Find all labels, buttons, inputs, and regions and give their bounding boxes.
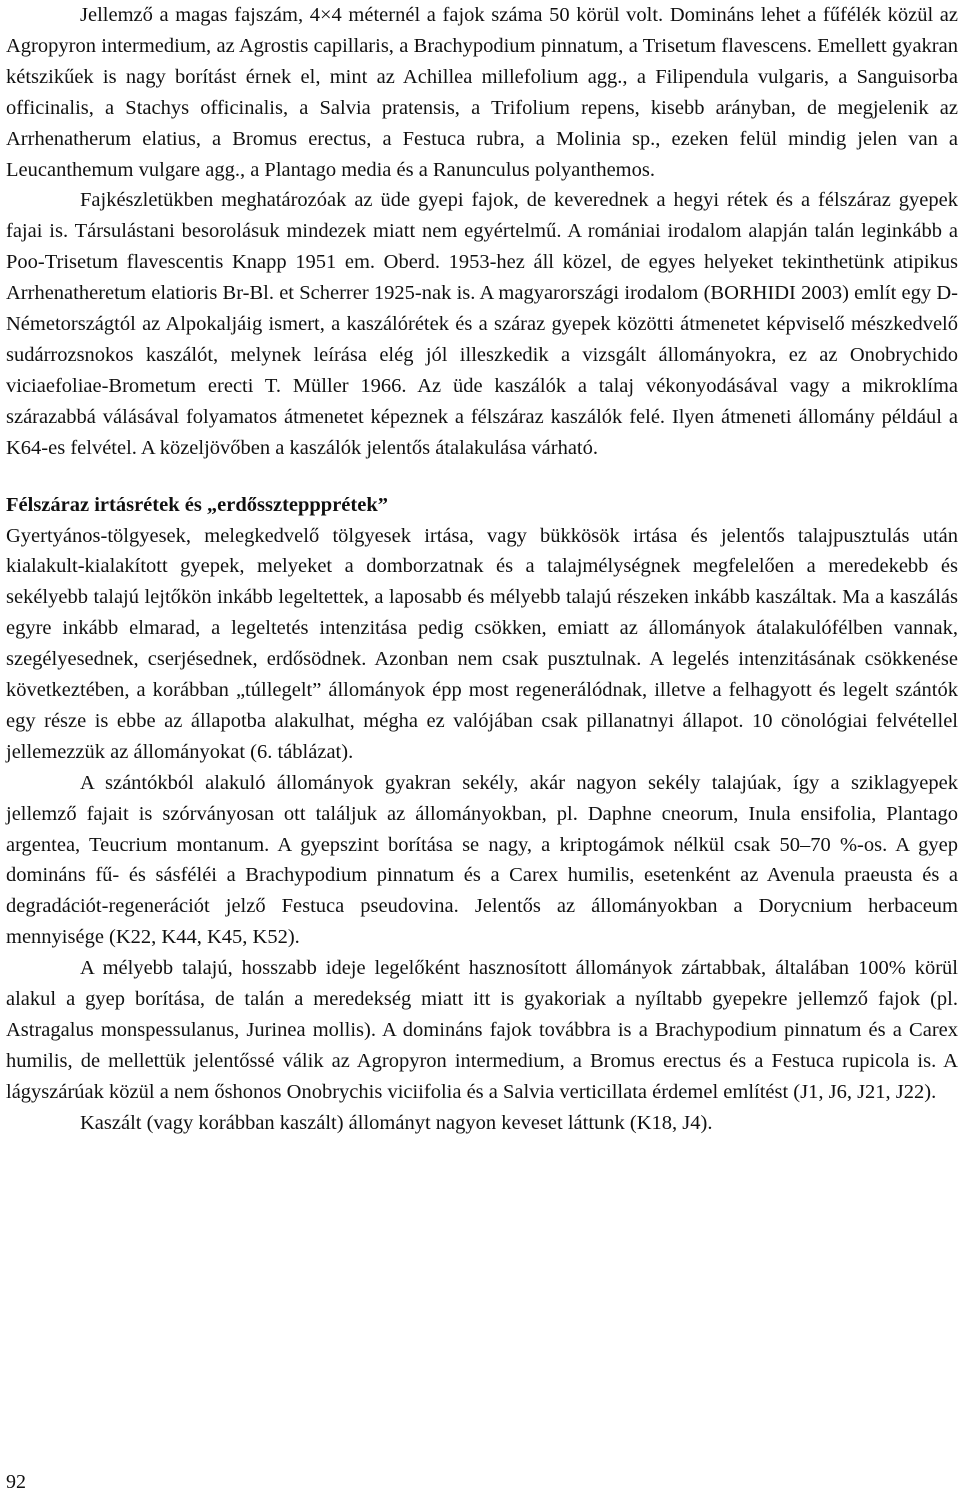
paragraph-arable-derived-stands: A szántókból alakuló állományok gyakran sekély, akár nagyon sekély talajúak, így a sziklagyepek jellemző fajait is szórványosan ott találjuk az állományokban, pl. Daphne cneorum, Inula ensifolia, Plantago argentea, Teucrium montanum. A gyepszint borítása se nagy, a kriptogámok nélkül csak 50–70 %-os. A gyep domináns fű- és sásféléi a Brachypodium pinnatum és a Carex humilis, esetenként az Avenula praeusta és a degradációt-regenerációt jelző Festuca pseudovina. Jelentős az állományokban a Dorycnium herbaceum mennyisége (K22, K44, K45, K52). bbox=[6, 771, 958, 949]
paragraph-mown-stands: Kaszált (vagy korábban kaszált) állományt nagyon keveset láttunk (K18, J4). bbox=[80, 1111, 713, 1134]
paragraph-meadow-species: Jellemző a magas fajszám, 4×4 méternél a fajok száma 50 körül volt. Domináns lehet a fűfélék közül az Agropyron intermedium, az Agrostis capillaris, a Brachypodium pinnatum, a Trisetum flavescens. Emellett gyakran kétszikűek is nagy borítást érnek el, mint az Achillea millefolium agg., a Filipendula vulgaris, a Sanguisorba officinalis, a Stachys officinalis, a Salvia pratensis, a Trifolium repens, kisebb arányban, de megjelenik az Arrhenatherum elatius, a Bromus erectus, a Festuca rubra, a Molinia sp., ezeken felül mindig jelen van a Leucanthemum vulgare agg., a Plantago media és a Ranunculus polyanthemos. bbox=[6, 4, 958, 181]
paragraph-meadow-classification: Fajkészletükben meghatározóak az üde gyepi fajok, de keverednek a hegyi rétek és a félszáraz gyepek fajai is. Társulástani besorolásuk mindezek miatt nem egyértelmű. A romániai irodalom alapján talán leginkább a Poo-Trisetum flavescentis Knapp 1951 em. Oberd. 1953-hez áll közel, de egyes helyeket tekinthetünk atipikus Arrhenatheretum elatioris Br-Bl. et Scherrer 1925-nak is. A magyarországi irodalom (BORHIDI 2003) említ egy D-Németországtól az Alpokaljáig ismert, a kaszálórétek és a száraz gyepek közötti átmenetet képviselő mészkedvelő sudárrozsnokos kaszálót, melynek leírása elég jól illeszkedik a vizsgált állományokra, ez az Onobrychido viciaefoliae-Brometum erecti T. Müller 1966. Az üde kaszálók a talaj vékonyodásával vagy a mikroklíma szárazabbá válásával folyamatos átmenetet képeznek a félszáraz kaszálók felé. Ilyen átmeneti állomány például a K64-es felvétel. A közeljövőben a kaszálók jelentős átalakulása várható. bbox=[6, 189, 958, 459]
page-number: 92 bbox=[6, 1471, 26, 1493]
section-heading: Félszáraz irtásrétek és „erdősszteppprétek” bbox=[6, 493, 388, 516]
paragraph-deep-soil-pastures: A mélyebb talajú, hosszabb ideje legelőként hasznosított állományok zártabbak, általában 100% körül alakul a gyep borítása, de talán a meredekség miatt itt is gyakoriak a nyíltabb gyepekre jellemző fajok (pl. Astragalus monspessulanus, Jurinea mollis). A domináns fajok továbbra is a Brachypodium pinnatum és a Carex humilis, de mellettük jelentőssé válik az Agropyron intermedium, a Bromus erectus és a Festuca rupicola is. A lágyszárúak közül a nem őshonos Onobrychis viciifolia és a Salvia verticillata érdemel említést (J1, J6, J21, J22). bbox=[6, 957, 958, 1103]
document-page bbox=[6, 0, 958, 1139]
paragraph-dry-meadows-intro: Gyertyános-tölgyesek, melegkedvelő tölgyesek irtása, vagy bükkösök irtása és jelentős talajpusztulás után kialakult-kialakított gyepek, melyeket a domborzatnak és a talajmélységnek megfelelően a meredekebb és sekélyebb talajú lejtőkön inkább legeltettek, a laposabb és mélyebb talajú részeken inkább kaszáltak. Ma a kaszálás egyre inkább elmarad, a legeltetés intenzitása pedig csökken, emiatt az állományok átalakulófélben vannak, szegélyesednek, cserjésednek, erdősödnek. Azonban nem csak pusztulnak. A legelés intenzitásának csökkenése következtében, a korábban „túllegelt” állományok épp most regenerálódnak, illetve a felhagyott és legelt szántók egy része is ebbe az állapotba alakulhat, mégha ez valójában csak pillanatnyi állapot. 10 cönológiai felvétellel jellemezzük az állományokat (6. táblázat). bbox=[6, 524, 958, 763]
